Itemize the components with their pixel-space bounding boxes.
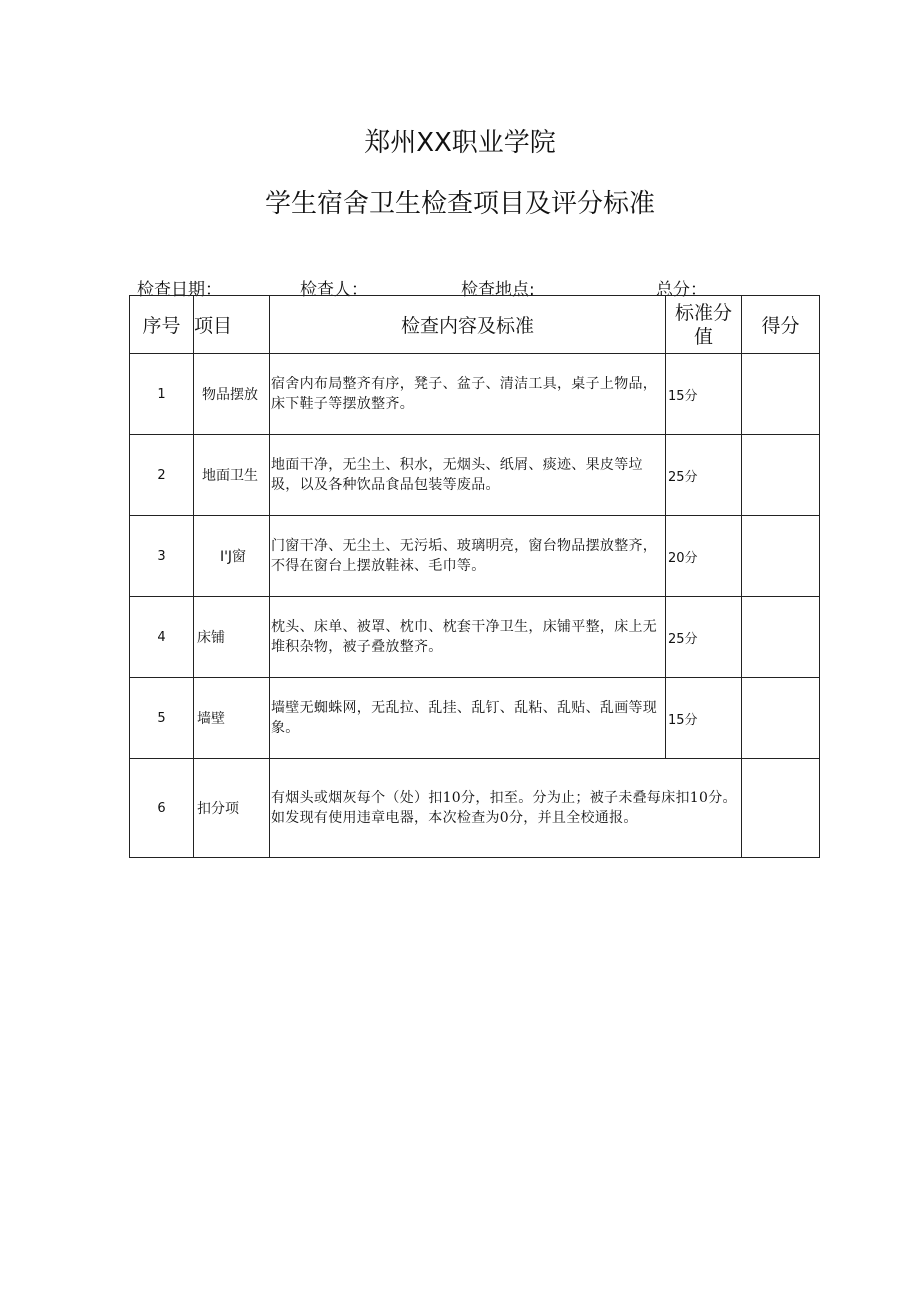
row-seq: 6 (130, 759, 194, 858)
row-score-cell[interactable] (742, 516, 820, 597)
scoring-table (129, 295, 820, 858)
table-row (130, 354, 820, 435)
row-seq: 1 (130, 354, 194, 435)
row-content: 枕头、床单、被罩、枕巾、枕套干净卫生，床铺平整，床上无堆积杂物，被子叠放整齐。 (270, 597, 666, 678)
table-header-row (130, 296, 820, 354)
document-title: 学生宿舍卫生检查项目及评分标准 (264, 189, 655, 219)
header-score: 得分 (742, 296, 820, 354)
row-seq: 5 (130, 678, 194, 759)
row-item: 床铺 (194, 597, 270, 678)
row-standard: 20分 (666, 516, 742, 597)
header-seq: 序号 (130, 296, 194, 354)
table-row (130, 516, 820, 597)
row-content: 宿舍内布局整齐有序，凳子、盆子、清洁工具，桌子上物品，床下鞋子等摆放整齐。 (270, 354, 666, 435)
row-score-cell[interactable] (742, 759, 820, 858)
row-seq: 2 (130, 435, 194, 516)
row-seq: 4 (130, 597, 194, 678)
total-score-label: 总分： (656, 280, 707, 300)
row-standard: 25分 (666, 435, 742, 516)
table-row (130, 759, 820, 858)
inspector-label: 检查人： (300, 280, 368, 300)
table-row (130, 678, 820, 759)
row-score-cell[interactable] (742, 597, 820, 678)
school-title: 郑州XX职业学院 (364, 128, 556, 158)
header-content: 检查内容及标准 (270, 296, 666, 354)
row-content: 门窗干净、无尘土、无污垢、玻璃明亮，窗台物品摆放整齐，不得在窗台上摆放鞋袜、毛巾等。 (270, 516, 666, 597)
row-item: 地面卫生 (194, 435, 270, 516)
row-score-cell[interactable] (742, 678, 820, 759)
header-item: 项目 (194, 296, 270, 354)
inspection-date-label: 检查日期： (137, 280, 222, 300)
row-standard: 25分 (666, 597, 742, 678)
header-standard-line1: 标准分 (674, 301, 732, 324)
row-seq: 3 (130, 516, 194, 597)
row-score-cell[interactable] (742, 354, 820, 435)
table-row (130, 435, 820, 516)
row-standard: 15分 (666, 354, 742, 435)
row-content: 地面干净，无尘土、积水，无烟头、纸屑、痰迹、果皮等垃圾，以及各种饮品食品包装等废品。 (270, 435, 666, 516)
row-standard: 15分 (666, 678, 742, 759)
row-content: 墙壁无蜘蛛网，无乱拉、乱挂、乱钉、乱粘、乱贴、乱画等现象。 (270, 678, 666, 759)
row-item: I'J窗 (194, 516, 270, 597)
header-standard-line2: 值 (693, 325, 713, 348)
header-standard-score (666, 296, 742, 354)
row-score-cell[interactable] (742, 435, 820, 516)
row-content: 有烟头或烟灰每个（处）扣10分，扣至。分为止；被子未叠每床扣10分。如发现有使用违章电器，本次检查为0分，并且全校通报。 (270, 759, 742, 858)
row-item: 扣分项 (194, 759, 270, 858)
location-label: 检查地点: (461, 280, 535, 300)
row-item: 物品摆放 (194, 354, 270, 435)
table-row (130, 597, 820, 678)
row-item: 墙壁 (194, 678, 270, 759)
